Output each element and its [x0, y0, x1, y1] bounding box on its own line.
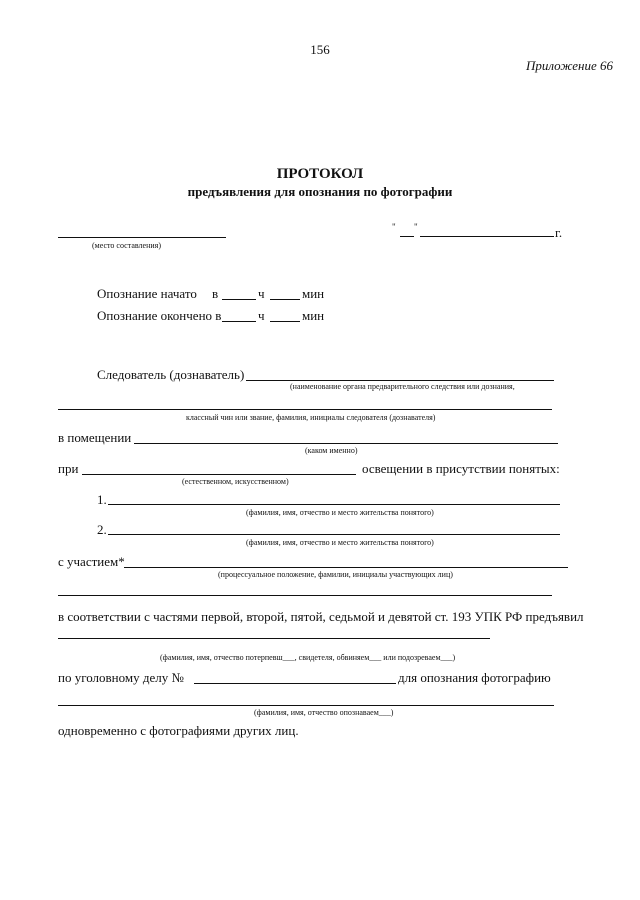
case-number-line[interactable] — [194, 683, 396, 684]
lighting-prefix: при — [58, 461, 79, 476]
end-minutes-label: мин — [302, 308, 325, 323]
place-line[interactable] — [58, 237, 226, 238]
witness-2-num: 2. — [97, 522, 107, 537]
end-label: Опознание окончено в — [97, 308, 222, 323]
room-line[interactable] — [134, 443, 558, 444]
appendix-label: Приложение 66 — [525, 58, 613, 73]
investigator-label: Следователь (дознаватель) — [97, 367, 245, 382]
start-prep: в — [212, 286, 219, 301]
witness-1-num: 1. — [97, 492, 107, 507]
page-number: 156 — [310, 42, 330, 57]
start-hours-line[interactable] — [222, 299, 256, 300]
case-prefix: по уголовному делу № — [58, 670, 184, 685]
lighting-line[interactable] — [82, 474, 356, 475]
place-hint: (место составления) — [92, 241, 161, 250]
year-suffix: г. — [555, 225, 563, 240]
start-hours-label: ч — [258, 286, 265, 301]
case-suffix: для опознания фотографию — [398, 670, 551, 685]
end-hours-label: ч — [258, 308, 265, 323]
document-subtitle: предъявления для опознания по фотографии — [187, 184, 453, 199]
witness-2-line[interactable] — [108, 534, 560, 535]
end-minutes-line[interactable] — [270, 321, 300, 322]
room-hint: (каком именно) — [305, 446, 358, 455]
investigator-line-2[interactable] — [58, 409, 552, 410]
investigator-hint-1: (наименование органа предварительного следствия или дознания, — [290, 382, 515, 391]
case-hint: (фамилия, имя, отчество опознаваем___) — [254, 708, 394, 717]
accordance-hint: (фамилия, имя, отчество потерпевш___, свидетеля, обвиняем___ или подозреваем___) — [160, 653, 456, 662]
participation-line[interactable] — [124, 567, 568, 568]
investigator-line[interactable] — [246, 380, 554, 381]
witness-1-line[interactable] — [108, 504, 560, 505]
participation-line-2[interactable] — [58, 595, 552, 596]
participation-label: с участием* — [58, 554, 125, 569]
room-label: в помещении — [58, 430, 132, 445]
accordance-text: в соответствии с частями первой, второй, пятой, седьмой и девятой ст. 193 УПК РФ предъявил — [58, 609, 584, 624]
investigator-hint-2: классный чин или звание, фамилия, инициалы следователя (дознавателя) — [186, 413, 436, 422]
end-hours-line[interactable] — [222, 321, 256, 322]
witness-1-hint: (фамилия, имя, отчество и место жительства понятого) — [246, 508, 434, 517]
accordance-line[interactable] — [58, 638, 490, 639]
closing-text: одновременно с фотографиями других лиц. — [58, 723, 299, 738]
document-title: ПРОТОКОЛ — [276, 166, 364, 182]
witness-2-hint: (фамилия, имя, отчество и место жительства понятого) — [246, 538, 434, 547]
start-minutes-line[interactable] — [270, 299, 300, 300]
date-quote-open: " — [392, 222, 396, 232]
lighting-suffix: освещении в присутствии понятых: — [362, 461, 560, 476]
case-person-line[interactable] — [58, 705, 554, 706]
start-minutes-label: мин — [302, 286, 325, 301]
participation-hint: (процессуальное положение, фамилии, инициалы участвующих лиц) — [218, 570, 453, 579]
lighting-hint: (естественном, искусственном) — [182, 477, 289, 486]
date-month-year-line[interactable] — [420, 236, 554, 237]
date-quote-close: " — [414, 222, 418, 232]
date-day-line[interactable] — [400, 236, 414, 237]
start-label: Опознание начато — [97, 286, 197, 301]
